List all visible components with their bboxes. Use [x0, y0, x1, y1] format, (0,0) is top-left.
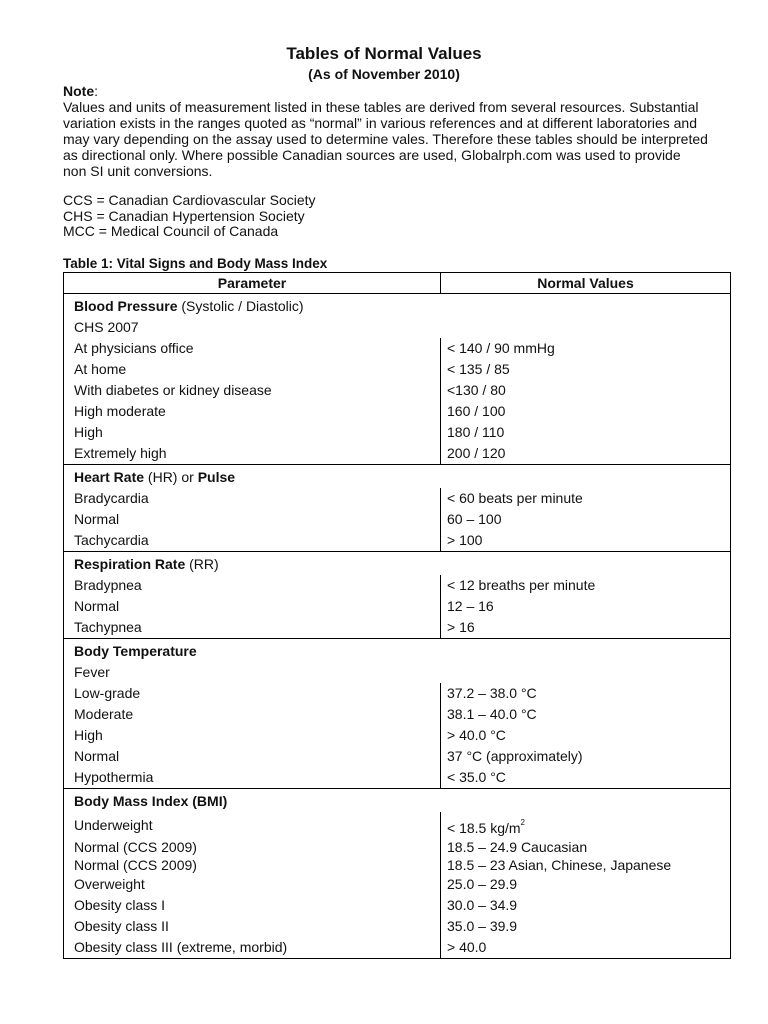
value-cell: 60 – 100 — [441, 509, 731, 530]
vital-signs-table-container — [63, 272, 730, 959]
value-cell: 37.2 – 38.0 °C — [441, 683, 731, 704]
parameter-cell: Bradycardia — [74, 490, 149, 506]
parameter-cell: High moderate — [74, 403, 166, 419]
vital-signs-table — [63, 272, 731, 959]
note-heading — [63, 83, 713, 99]
table-row — [64, 338, 731, 359]
section-heading-row — [64, 294, 731, 318]
value-cell: < 12 breaths per minute — [441, 575, 731, 596]
parameter-cell: Normal — [74, 511, 120, 527]
table-row — [64, 856, 731, 874]
value-cell: 18.5 – 24.9 Caucasian — [441, 838, 731, 856]
table-row — [64, 359, 731, 380]
parameter-cell: At physicians office — [74, 340, 194, 356]
section-title: Body Mass Index (BMI) — [74, 793, 228, 809]
table-row — [64, 704, 731, 725]
section-heading — [64, 639, 731, 663]
note-line: may vary depending on the assay used to determine vales. Therefore these tables should be interpreted — [63, 131, 708, 147]
abbreviation-item: CHS = Canadian Hypertension Society — [63, 207, 305, 224]
section-heading — [64, 789, 731, 813]
parameter-cell: Obesity class III (extreme, morbid) — [74, 939, 288, 955]
value-cell — [441, 812, 731, 838]
parameter-cell: Extremely high — [74, 445, 167, 461]
value-cell: < 35.0 °C — [441, 767, 731, 789]
blood-pressure-section — [64, 294, 731, 465]
table-row — [64, 509, 731, 530]
value-cell: 180 / 110 — [441, 422, 731, 443]
section-title: Respiration Rate — [74, 556, 186, 572]
header-parameter: Parameter — [64, 273, 441, 294]
value-cell: > 40.0 — [441, 937, 731, 959]
respiration-rate-section — [64, 552, 731, 639]
section-title-secondary: Pulse — [197, 469, 236, 485]
value-cell: < 135 / 85 — [441, 359, 731, 380]
parameter-cell: Tachypnea — [74, 619, 142, 635]
value-cell: <130 / 80 — [441, 380, 731, 401]
note-line: as directional only. Where possible Canadian sources are used, Globalrph.com was used to provide — [63, 147, 681, 163]
value-cell: > 16 — [441, 617, 731, 639]
note-heading-colon: : — [94, 83, 99, 99]
section-title: Blood Pressure — [74, 298, 178, 314]
value-cell: > 40.0 °C — [441, 725, 731, 746]
abbreviation-item: CCS = Canadian Cardiovascular Society — [63, 192, 316, 208]
table-row — [64, 401, 731, 422]
parameter-cell: Normal (CCS 2009) — [74, 838, 197, 855]
table-row — [64, 422, 731, 443]
table-row — [64, 617, 731, 639]
document-subtitle: (As of November 2010) — [308, 66, 460, 82]
parameter-cell: Hypothermia — [74, 769, 154, 785]
parameter-cell: Low-grade — [74, 685, 141, 701]
note-heading-label: Note — [63, 83, 95, 99]
section-heading — [64, 294, 731, 318]
superscript-exponent: 2 — [520, 817, 525, 827]
section-title: Body Temperature — [74, 643, 197, 659]
parameter-cell: With diabetes or kidney disease — [74, 382, 272, 398]
note-line: non SI unit conversions. — [63, 163, 213, 179]
parameter-cell: Overweight — [74, 876, 145, 892]
value-cell: 200 / 120 — [441, 443, 731, 465]
table-row — [64, 380, 731, 401]
value-cell: < 140 / 90 mmHg — [441, 338, 731, 359]
section-heading-row — [64, 789, 731, 813]
section-subheading-row — [64, 662, 731, 683]
table-row — [64, 746, 731, 767]
table-row — [64, 488, 731, 509]
table-row — [64, 725, 731, 746]
value-cell: 18.5 – 23 Asian, Chinese, Japanese — [441, 856, 731, 874]
value-cell: 37 °C (approximately) — [441, 746, 731, 767]
section-heading-row — [64, 552, 731, 576]
parameter-cell: Obesity class I — [74, 897, 166, 913]
table-row — [64, 596, 731, 617]
table-row — [64, 937, 731, 959]
table-row — [64, 838, 731, 856]
value-text: < 18.5 kg/m — [447, 819, 521, 836]
section-heading — [64, 552, 731, 576]
table-row — [64, 916, 731, 937]
section-title-detail: (Systolic / Diastolic) — [177, 298, 304, 314]
parameter-cell: High — [74, 424, 103, 440]
table-row — [64, 874, 731, 895]
value-cell: < 60 beats per minute — [441, 488, 731, 509]
section-title-detail: (HR) or — [144, 469, 198, 485]
table-row — [64, 895, 731, 916]
table-row — [64, 812, 731, 838]
body-temperature-section — [64, 639, 731, 789]
table-row — [64, 683, 731, 704]
parameter-cell: Underweight — [74, 816, 153, 833]
parameter-cell: Moderate — [74, 706, 134, 722]
table-row — [64, 767, 731, 789]
value-cell: 25.0 – 29.9 — [441, 874, 731, 895]
table-row — [64, 575, 731, 596]
heart-rate-section — [64, 465, 731, 552]
note-line: variation exists in the ranges quoted as “normal” in various references and at different laboratories and — [63, 115, 697, 131]
parameter-cell: Normal (CCS 2009) — [74, 856, 197, 873]
abbreviation-item: MCC = Medical Council of Canada — [63, 223, 279, 239]
note-line: Values and units of measurement listed in these tables are derived from several resources. Substantial — [63, 99, 699, 115]
parameter-cell: Obesity class II — [74, 918, 169, 934]
table-caption: Table 1: Vital Signs and Body Mass Index — [63, 256, 328, 271]
section-title: Heart Rate — [74, 469, 145, 485]
note-block — [63, 83, 713, 179]
value-cell: 38.1 – 40.0 °C — [441, 704, 731, 725]
section-title-detail: (RR) — [185, 556, 219, 572]
parameter-cell: High — [74, 727, 103, 743]
value-cell: 35.0 – 39.9 — [441, 916, 731, 937]
parameter-cell: Normal — [74, 598, 120, 614]
parameter-cell: Bradypnea — [74, 577, 142, 593]
section-heading — [64, 465, 731, 489]
abbreviations-list — [63, 193, 316, 240]
table-header-row — [64, 273, 731, 294]
body-mass-index-section — [64, 789, 731, 959]
value-cell: 30.0 – 34.9 — [441, 895, 731, 916]
table-row — [64, 530, 731, 552]
section-subheading: CHS 2007 — [74, 319, 139, 335]
header-normal-values: Normal Values — [441, 273, 731, 294]
value-cell: > 100 — [441, 530, 731, 552]
value-cell: 12 – 16 — [441, 596, 731, 617]
section-heading-row — [64, 639, 731, 663]
parameter-cell: Normal — [74, 748, 120, 764]
section-subheading: Fever — [74, 664, 110, 680]
table-row — [64, 443, 731, 465]
section-subheading-row — [64, 317, 731, 338]
section-heading-row — [64, 465, 731, 489]
parameter-cell: Tachycardia — [74, 532, 149, 548]
parameter-cell: At home — [74, 361, 127, 377]
value-cell: 160 / 100 — [441, 401, 731, 422]
document-title: Tables of Normal Values — [286, 44, 482, 63]
